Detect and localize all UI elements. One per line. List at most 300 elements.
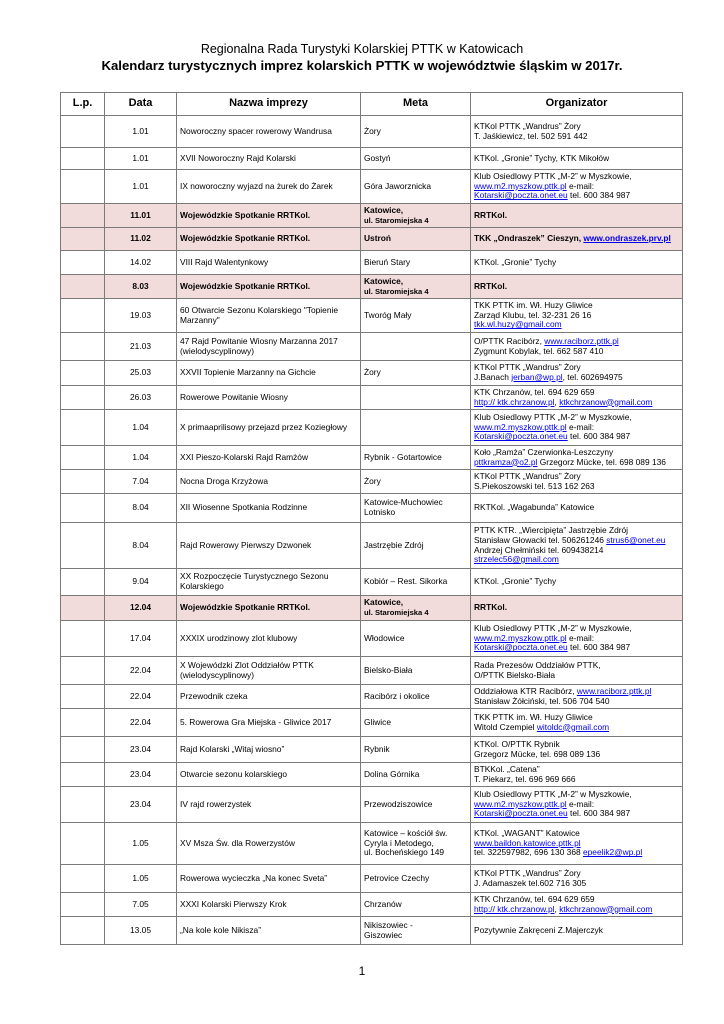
cell-meta <box>361 523 471 569</box>
cell-lp <box>61 823 105 865</box>
organizer-text: KTKol PTTK „Wandrus” Żory <box>474 362 581 373</box>
cell-meta <box>361 709 471 737</box>
table-header-row <box>61 93 683 116</box>
cell-organizer <box>471 709 683 737</box>
cell-organizer <box>471 275 683 299</box>
cell-meta <box>361 361 471 386</box>
cell-meta <box>361 569 471 596</box>
meta-line: Katowice, <box>364 597 404 608</box>
meta-line: ul. Staromiejska 4 <box>364 286 429 296</box>
table-row <box>61 865 683 893</box>
cell-date: 22.04 <box>105 709 177 737</box>
cell-meta <box>361 410 471 446</box>
cell-lp <box>61 569 105 596</box>
meta-line: Katowice, <box>364 275 404 286</box>
cell-lp <box>61 893 105 917</box>
organizer-line <box>474 555 679 565</box>
cell-meta <box>361 494 471 523</box>
cell-lp <box>61 410 105 446</box>
cell-event-name: 60 Otwarcie Sezonu Kolarskiego "Topienie Marzanny" <box>177 299 361 333</box>
cell-date: 11.02 <box>105 228 177 251</box>
cell-event-name: 47 Rajd Powitanie Wiosny Marzanna 2017 (wielodyscyplinowy) <box>177 333 361 361</box>
organizer-line <box>474 398 679 408</box>
organizer-line <box>474 671 679 681</box>
meta-line: Katowice – kościół św. <box>364 828 448 839</box>
cell-organizer <box>471 621 683 657</box>
organizer-link[interactable]: www.m2.myszkow.pttk.pl <box>474 421 567 432</box>
events-calendar-table <box>60 92 683 945</box>
cell-event-name: Rajd Kolarski „Witaj wiosno” <box>177 737 361 763</box>
organizer-line <box>474 643 679 653</box>
cell-meta <box>361 657 471 685</box>
meta-line: Gliwice <box>364 716 391 727</box>
cell-event-name: XX Rozpoczęcie Turystycznego Sezonu Kolarskiego <box>177 569 361 596</box>
organizer-text: e-mail: <box>566 180 595 191</box>
organizer-link[interactable]: pttkramza@o2.pl <box>474 456 538 467</box>
cell-organizer <box>471 865 683 893</box>
cell-event-name: Wojewódzkie Spotkanie RRTKol. <box>177 228 361 251</box>
cell-event-name: XXXI Kolarski Pierwszy Krok <box>177 893 361 917</box>
cell-meta <box>361 823 471 865</box>
cell-date: 1.05 <box>105 823 177 865</box>
cell-meta <box>361 333 471 361</box>
organizer-link[interactable]: www.raciborz.pttk.pl <box>576 685 652 696</box>
cell-date: 23.04 <box>105 763 177 787</box>
meta-line: Bielsko-Biała <box>364 664 413 675</box>
organizer-text: RRTKol. <box>474 209 508 220</box>
organizer-line <box>474 879 679 889</box>
cell-lp <box>61 170 105 204</box>
organizer-text: tel. 600 384 987 <box>567 808 631 819</box>
meta-line: Cyryla i Metodego, <box>364 837 434 848</box>
organizer-text: Stanisław Żółciński, tel. 506 704 540 <box>474 695 610 706</box>
organizer-text: T. Piekarz, tel. 696 969 666 <box>474 773 576 784</box>
organizer-link[interactable]: www.baildon.katowice.pttk.pl <box>474 837 581 848</box>
cell-lp <box>61 446 105 470</box>
organizer-line <box>474 458 679 468</box>
cell-organizer <box>471 410 683 446</box>
organizer-line <box>474 697 679 707</box>
organizer-text: TKK PTTK im. Wł. Huzy Gliwice <box>474 711 593 722</box>
column-header-meta: Meta <box>361 93 471 116</box>
cell-event-name: Wojewódzkie Spotkanie RRTKol. <box>177 596 361 621</box>
meta-line: Rybnik <box>364 743 390 754</box>
cell-lp <box>61 763 105 787</box>
cell-lp <box>61 657 105 685</box>
cell-event-name: XXXIX urodzinowy zlot klubowy <box>177 621 361 657</box>
cell-meta <box>361 148 471 170</box>
cell-organizer <box>471 333 683 361</box>
cell-meta <box>361 386 471 410</box>
cell-organizer <box>471 569 683 596</box>
organizer-text: Pozytywnie Zakręceni Z.Majerczyk <box>474 924 603 935</box>
cell-meta <box>361 275 471 299</box>
organizer-text: Klub Osiedlowy PTTK „M-2” w Myszkowie, <box>474 412 632 423</box>
cell-lp <box>61 361 105 386</box>
cell-lp <box>61 737 105 763</box>
organizer-link[interactable]: Kotarski@poczta.onet.eu <box>474 642 568 653</box>
cell-organizer <box>471 893 683 917</box>
organizer-link[interactable]: Kotarski@poczta.onet.eu <box>474 431 568 442</box>
organizer-line <box>474 723 679 733</box>
cell-lp <box>61 275 105 299</box>
cell-organizer <box>471 386 683 410</box>
cell-event-name: Rowerowa wycieczka „Na konec Sveta” <box>177 865 361 893</box>
organizer-text: J.Banach <box>474 372 512 382</box>
cell-lp <box>61 523 105 569</box>
meta-line: Gostyń <box>364 152 391 163</box>
cell-date: 22.04 <box>105 657 177 685</box>
table-row <box>61 657 683 685</box>
table-row <box>61 709 683 737</box>
organizer-line <box>474 432 679 442</box>
column-header-name: Nazwa imprezy <box>177 93 361 116</box>
cell-meta <box>361 596 471 621</box>
cell-lp <box>61 621 105 657</box>
organizer-link[interactable]: tkk.wl.huzy@gmail.com <box>474 319 562 330</box>
cell-organizer <box>471 737 683 763</box>
cell-lp <box>61 917 105 945</box>
cell-lp <box>61 787 105 823</box>
table-row <box>61 333 683 361</box>
cell-meta <box>361 763 471 787</box>
organizer-text: Klub Osiedlowy PTTK „M-2” w Myszkowie, <box>474 623 632 634</box>
table-row <box>61 917 683 945</box>
cell-event-name: VIII Rajd Walentynkowy <box>177 251 361 275</box>
table-row <box>61 116 683 148</box>
cell-date: 22.04 <box>105 685 177 709</box>
meta-line: Góra Jaworznicka <box>364 180 432 191</box>
cell-organizer <box>471 763 683 787</box>
table-row <box>61 494 683 523</box>
cell-lp <box>61 204 105 228</box>
cell-event-name: IV rajd rowerzystek <box>177 787 361 823</box>
cell-lp <box>61 116 105 148</box>
organizer-text: KTK Chrzanów, tel. 694 629 659 <box>474 893 595 904</box>
table-row <box>61 386 683 410</box>
cell-meta <box>361 787 471 823</box>
cell-date: 17.04 <box>105 621 177 657</box>
cell-meta <box>361 228 471 251</box>
cell-organizer <box>471 494 683 523</box>
cell-organizer <box>471 685 683 709</box>
cell-organizer <box>471 523 683 569</box>
organizer-line <box>474 347 679 357</box>
organizer-text: Andrzej Chełmiński tel. 609438214 <box>474 544 604 555</box>
meta-line: Kobiór – Rest. Sikorka <box>364 576 448 587</box>
organizer-line <box>474 775 679 785</box>
organizer-line <box>474 320 679 330</box>
cell-date: 11.01 <box>105 204 177 228</box>
organizer-text: tel. 600 384 987 <box>567 642 631 653</box>
organizer-link[interactable]: http:// ktk.chrzanow.pl <box>474 903 555 914</box>
organizer-text: J. Adamaszek tel.602 716 305 <box>474 877 587 888</box>
organizer-text: , tel. 602694975 <box>562 372 623 382</box>
cell-lp <box>61 470 105 494</box>
meta-line: Żory <box>364 367 381 378</box>
organizer-text: e-mail: <box>566 632 595 643</box>
organizer-line <box>474 132 679 142</box>
organizer-text: e-mail: <box>566 798 595 809</box>
table-row <box>61 737 683 763</box>
cell-event-name: 5. Rowerowa Gra Miejska - Gliwice 2017 <box>177 709 361 737</box>
cell-meta <box>361 865 471 893</box>
cell-organizer <box>471 204 683 228</box>
organizer-text: Klub Osiedlowy PTTK „M-2” w Myszkowie, <box>474 789 632 800</box>
cell-lp <box>61 386 105 410</box>
organizer-text: Witold Czempiel <box>474 721 537 732</box>
table-row <box>61 204 683 228</box>
cell-lp <box>61 709 105 737</box>
cell-meta <box>361 204 471 228</box>
cell-meta <box>361 446 471 470</box>
organizer-link[interactable]: http:// ktk.chrzanow.pl <box>474 396 555 407</box>
organizer-text: TKK „Ondraszek” Cieszyn, <box>474 233 584 244</box>
cell-meta <box>361 893 471 917</box>
table-row <box>61 823 683 865</box>
organizer-text: BTKKol. „Catena” <box>474 763 540 774</box>
organizer-text: KTKol. „Gronie” Tychy, KTK Mikołów <box>474 152 610 163</box>
cell-organizer <box>471 787 683 823</box>
cell-meta <box>361 170 471 204</box>
organizer-text: Zarząd Klubu, tel. 32-231 26 16 <box>474 309 592 320</box>
meta-line: Racibórz i okolice <box>364 690 430 701</box>
organizer-line <box>474 577 679 587</box>
document-title-calendar: Kalendarz turystycznych imprez kolarskich PTTK w województwie śląskim w 2017r. <box>101 58 623 73</box>
cell-date: 9.04 <box>105 569 177 596</box>
organizer-text: O/PTTK Bielsko-Biała <box>474 669 555 680</box>
cell-event-name: „Na kole kole Nikisza” <box>177 917 361 945</box>
cell-event-name: IX noworoczny wyjazd na żurek do Żarek <box>177 170 361 204</box>
column-header-organizer: Organizator <box>471 93 683 116</box>
organizer-text: KTKol. O/PTTK Rybnik <box>474 738 560 749</box>
organizer-line <box>474 905 679 915</box>
cell-date: 26.03 <box>105 386 177 410</box>
table-row <box>61 685 683 709</box>
cell-organizer <box>471 470 683 494</box>
cell-organizer <box>471 823 683 865</box>
document-title-organization: Regionalna Rada Turystyki Kolarskiej PTTK w Katowicach <box>200 42 524 56</box>
table-row <box>61 523 683 569</box>
meta-line: Chrzanów <box>364 898 402 909</box>
organizer-link[interactable]: www.ondraszek.prv.pl <box>583 233 671 244</box>
cell-event-name: X Wojewódzki Zlot Oddziałów PTTK (wielodyscyplinowy) <box>177 657 361 685</box>
meta-line: Żory <box>364 125 381 136</box>
table-row <box>61 470 683 494</box>
meta-line: Giszowiec <box>364 929 403 940</box>
organizer-text: RRTKol. <box>474 280 508 291</box>
organizer-line <box>474 191 679 201</box>
cell-event-name: XV Msza Św. dla Rowerzystów <box>177 823 361 865</box>
meta-line: Lotnisko <box>364 507 396 517</box>
cell-organizer <box>471 596 683 621</box>
meta-line: ul. Staromiejska 4 <box>364 215 429 225</box>
cell-meta <box>361 116 471 148</box>
organizer-link[interactable]: strzelec56@gmail.com <box>474 554 559 565</box>
organizer-text: TKK PTTK im. Wł. Huzy Gliwice <box>474 300 593 311</box>
meta-line: Tworóg Mały <box>364 309 412 320</box>
table-row <box>61 446 683 470</box>
cell-event-name: Noworoczny spacer rowerowy Wandrusa <box>177 116 361 148</box>
cell-lp <box>61 299 105 333</box>
cell-organizer <box>471 917 683 945</box>
cell-meta <box>361 737 471 763</box>
meta-line: Petrovice Czechy <box>364 872 430 883</box>
organizer-text: e-mail: <box>566 421 595 432</box>
organizer-text: Oddziałowa KTR Racibórz, <box>474 685 577 696</box>
organizer-text: tel. 600 384 987 <box>567 431 631 442</box>
meta-line: Włodowice <box>364 632 405 643</box>
cell-lp <box>61 596 105 621</box>
organizer-line <box>474 211 679 221</box>
cell-event-name: Otwarcie sezonu kolarskiego <box>177 763 361 787</box>
cell-event-name: Wojewódzkie Spotkanie RRTKol. <box>177 275 361 299</box>
organizer-line <box>474 234 679 244</box>
cell-date: 8.04 <box>105 523 177 569</box>
table-row <box>61 148 683 170</box>
organizer-line <box>474 848 679 858</box>
cell-lp <box>61 228 105 251</box>
table-row <box>61 361 683 386</box>
cell-date: 19.03 <box>105 299 177 333</box>
cell-meta <box>361 917 471 945</box>
cell-event-name: Rajd Rowerowy Pierwszy Dzwonek <box>177 523 361 569</box>
cell-date: 1.05 <box>105 865 177 893</box>
cell-lp <box>61 494 105 523</box>
organizer-link[interactable]: strus6@onet.eu <box>606 534 666 545</box>
organizer-text: O/PTTK Racibórz, <box>474 335 545 346</box>
organizer-line <box>474 503 679 513</box>
table-row <box>61 621 683 657</box>
cell-date: 12.04 <box>105 596 177 621</box>
organizer-line <box>474 603 679 613</box>
organizer-text: KTKol PTTK „Wandrus” Żory <box>474 120 581 131</box>
meta-line: Rybnik - Gotartowice <box>364 451 442 462</box>
organizer-text: PTTK KTR. „Wiercipięta” Jastrzębie Zdrój <box>474 525 629 536</box>
cell-organizer <box>471 251 683 275</box>
table-row <box>61 596 683 621</box>
organizer-text: tel. 600 384 987 <box>567 190 631 201</box>
table-row <box>61 299 683 333</box>
organizer-link[interactable]: www.m2.myszkow.pttk.pl <box>474 632 567 643</box>
table-row <box>61 275 683 299</box>
organizer-text: RKTKol. „Wagabunda” Katowice <box>474 502 595 513</box>
organizer-link[interactable]: Kotarski@poczta.onet.eu <box>474 190 568 201</box>
cell-lp <box>61 251 105 275</box>
organizer-link[interactable]: ktkchrzanow@gmail.com <box>559 396 653 407</box>
organizer-text: , <box>554 903 560 914</box>
meta-line: Przewodziszowice <box>364 798 433 809</box>
cell-organizer <box>471 116 683 148</box>
column-header-date: Data <box>105 93 177 116</box>
cell-event-name: XII Wiosenne Spotkania Rodzinne <box>177 494 361 523</box>
cell-event-name: XXI Pieszo-Kolarski Rajd Ramżów <box>177 446 361 470</box>
cell-date: 14.02 <box>105 251 177 275</box>
organizer-text: T. Jaśkiewicz, tel. 502 591 442 <box>474 130 588 141</box>
cell-event-name: XXVII Topienie Marzanny na Gichcie <box>177 361 361 386</box>
cell-event-name: X primaaprilisowy przejazd przez Koziegłowy <box>177 410 361 446</box>
cell-meta <box>361 470 471 494</box>
organizer-line <box>474 926 679 936</box>
cell-date: 25.03 <box>105 361 177 386</box>
meta-line: Dolina Górnika <box>364 768 420 779</box>
organizer-text: Grzegorz Mücke, tel. 698 089 136 <box>474 748 601 759</box>
organizer-link[interactable]: www.m2.myszkow.pttk.pl <box>474 180 567 191</box>
table-row <box>61 763 683 787</box>
table-row <box>61 787 683 823</box>
organizer-link[interactable]: Kotarski@poczta.onet.eu <box>474 808 568 819</box>
organizer-text: KTKol. „Gronie” Tychy <box>474 256 557 267</box>
organizer-link[interactable]: www.m2.myszkow.pttk.pl <box>474 798 567 809</box>
meta-line: Ustroń <box>364 233 391 244</box>
table-row <box>61 170 683 204</box>
organizer-text: RRTKol. <box>474 602 508 613</box>
cell-organizer <box>471 170 683 204</box>
organizer-text: Rada Prezesów Oddziałów PTTK, <box>474 659 601 670</box>
cell-date: 1.01 <box>105 170 177 204</box>
cell-meta <box>361 621 471 657</box>
cell-organizer <box>471 446 683 470</box>
organizer-line <box>474 482 679 492</box>
cell-organizer <box>471 361 683 386</box>
cell-organizer <box>471 299 683 333</box>
table-row <box>61 228 683 251</box>
organizer-text: , <box>554 396 560 407</box>
organizer-line <box>474 282 679 292</box>
column-header-lp: L.p. <box>61 93 105 116</box>
organizer-link[interactable]: www.raciborz.pttk.pl <box>544 335 619 346</box>
organizer-text: KTKol PTTK „Wandrus” Żory <box>474 470 581 481</box>
organizer-text: Zygmunt Kobylak, tel. 662 587 410 <box>474 345 604 356</box>
organizer-line <box>474 750 679 760</box>
cell-date: 8.03 <box>105 275 177 299</box>
meta-line: Katowice, <box>364 204 404 215</box>
organizer-link[interactable]: epeelik2@wp.pl <box>582 847 643 858</box>
cell-organizer <box>471 228 683 251</box>
organizer-text: Grzegorz Mücke, tel. 698 089 136 <box>537 456 666 467</box>
cell-event-name: XVII Noworoczny Rajd Kolarski <box>177 148 361 170</box>
organizer-line <box>474 809 679 819</box>
cell-event-name: Przewodnik czeka <box>177 685 361 709</box>
cell-organizer <box>471 148 683 170</box>
cell-event-name: Wojewódzkie Spotkanie RRTKol. <box>177 204 361 228</box>
organizer-text: KTKol. „Gronie” Tychy <box>474 576 557 587</box>
meta-line: Żory <box>364 475 381 486</box>
organizer-link[interactable]: jerban@wp.pl <box>511 372 563 382</box>
organizer-link[interactable]: witoldc@gmail.com <box>536 721 610 732</box>
organizer-text: KTK Chrzanów, tel. 694 629 659 <box>474 386 595 397</box>
organizer-text: Stanisław Głowacki tel. 506261246 <box>474 534 607 545</box>
cell-date: 1.04 <box>105 446 177 470</box>
cell-event-name: Rowerowe Powitanie Wiosny <box>177 386 361 410</box>
organizer-link[interactable]: ktkchrzanow@gmail.com <box>559 903 653 914</box>
organizer-text: Koło „Ramża” Czerwionka-Leszczyny <box>474 446 614 457</box>
cell-date: 23.04 <box>105 737 177 763</box>
cell-date: 1.01 <box>105 116 177 148</box>
cell-lp <box>61 148 105 170</box>
cell-meta <box>361 299 471 333</box>
cell-date: 7.04 <box>105 470 177 494</box>
meta-line: Nikiszowiec - <box>364 919 413 930</box>
cell-lp <box>61 333 105 361</box>
table-row <box>61 569 683 596</box>
meta-line: Bieruń Stary <box>364 256 411 267</box>
organizer-text: KTKol. „WAGANT” Katowice <box>474 828 580 839</box>
cell-organizer <box>471 657 683 685</box>
meta-line: Jastrzębie Zdrój <box>364 539 424 550</box>
organizer-text: Klub Osiedlowy PTTK „M-2” w Myszkowie, <box>474 171 632 182</box>
cell-date: 7.05 <box>105 893 177 917</box>
